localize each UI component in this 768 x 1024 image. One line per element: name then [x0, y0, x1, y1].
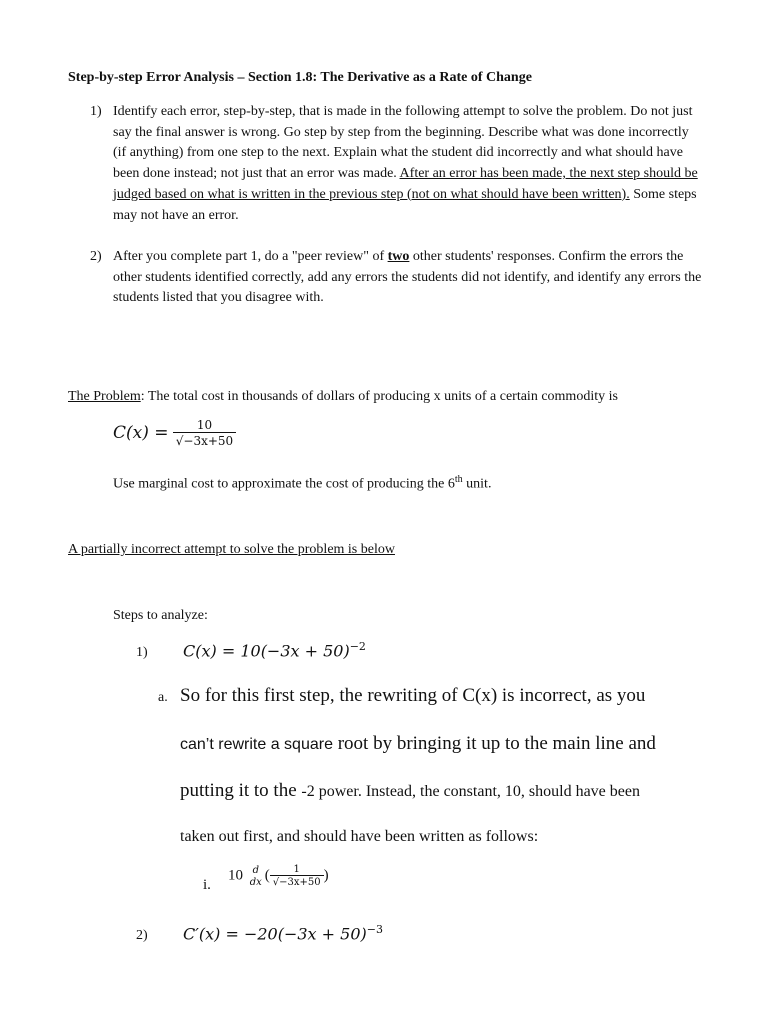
- instruction-2-number: 2): [90, 249, 102, 264]
- formula-denominator: √−3x+50: [173, 432, 236, 448]
- instruction-2-before: After you complete part 1, do a "peer review" of: [113, 249, 385, 264]
- instruction-1-text: Identify each error, step-by-step, that is made in the following attempt to solve the problem. Do not just say the final answer is wrong. Go step by step from the beginning. Describe what was done incorrectly (if anything) from one step to the next. Explain what the student did incorrectly and what should have been done instead; not just that an error was made.: [113, 104, 693, 182]
- answer-a-line-3-start: putting it to the: [180, 780, 302, 801]
- answer-i-fraction: [270, 864, 324, 888]
- problem-label: The Problem: [68, 389, 141, 404]
- use-text: Use marginal cost to approximate the cost of producing the 6: [113, 476, 455, 492]
- instruction-1-underlined: After an error has been made, the next step should be judged based on what is written in the previous step (not on what should have been written).: [113, 166, 698, 202]
- answer-i-coefficient: 10: [228, 867, 243, 884]
- answer-a-line-3-end: -2 power. Instead, the constant, 10, should have been: [301, 783, 640, 800]
- instruction-2-after: other students' responses. Confirm the errors the other students identified correctly, add any errors the students did not identify, and identify any errors the students listed that you disagree with.: [113, 249, 702, 306]
- answer-i-denominator: √−3x+50: [270, 875, 324, 888]
- step-2-expression: C′(x) = −20(−3x + 50): [183, 924, 367, 944]
- cost-function-formula: [113, 418, 236, 448]
- answer-a-line-1: So for this first step, the rewriting of C(x) is incorrect, as you: [180, 685, 646, 706]
- answer-a-line-3: [180, 780, 640, 802]
- step-2-number: 2): [136, 928, 148, 943]
- step-1-expression: C(x) = 10(−3x + 50): [183, 641, 350, 661]
- instruction-1: [113, 102, 703, 226]
- step-2-formula: [183, 923, 383, 943]
- open-paren: (: [264, 867, 270, 884]
- answer-a-line-2-start: can’t rewrite a square: [180, 736, 333, 753]
- answer-a-marker: a.: [158, 690, 168, 705]
- use-superscript: th: [454, 474, 463, 485]
- steps-label: Steps to analyze:: [113, 608, 208, 623]
- formula-lhs: C(x) =: [113, 423, 169, 443]
- close-paren: ): [323, 867, 329, 884]
- use-tail: unit.: [462, 476, 492, 492]
- answer-a-line-2-end: root by bringing it up to the main line and: [332, 733, 656, 754]
- answer-a-line-2: [180, 733, 656, 755]
- page-title: Step-by-step Error Analysis – Section 1.8: The Derivative as a Rate of Change: [68, 70, 532, 85]
- marginal-cost-instruction: [113, 474, 491, 493]
- derivative-numerator: d: [252, 864, 259, 876]
- instruction-1-number: 1): [90, 104, 102, 119]
- formula-numerator: 10: [196, 418, 213, 432]
- step-2-exponent: −3: [366, 923, 383, 936]
- step-1-formula: [183, 640, 366, 660]
- answer-i-numerator: 1: [293, 864, 300, 875]
- answer-i-formula: [228, 864, 329, 888]
- instruction-1-tail: Some steps may not have an error.: [113, 186, 697, 223]
- derivative-denominator: dx: [249, 876, 262, 888]
- answer-i-marker: i.: [203, 877, 211, 893]
- step-1-exponent: −2: [349, 640, 366, 653]
- instruction-2: [113, 247, 703, 309]
- problem-text: : The total cost in thousands of dollars of producing x units of a certain commodity is: [140, 389, 618, 404]
- step-1-number: 1): [136, 645, 148, 660]
- problem-statement: [68, 389, 618, 405]
- instruction-2-bold: two: [387, 249, 410, 264]
- answer-i-derivative-operator: [247, 865, 265, 888]
- formula-fraction: [173, 418, 236, 448]
- attempt-heading: A partially incorrect attempt to solve the problem is below: [68, 542, 395, 557]
- answer-a-line-4: taken out first, and should have been written as follows:: [180, 828, 539, 845]
